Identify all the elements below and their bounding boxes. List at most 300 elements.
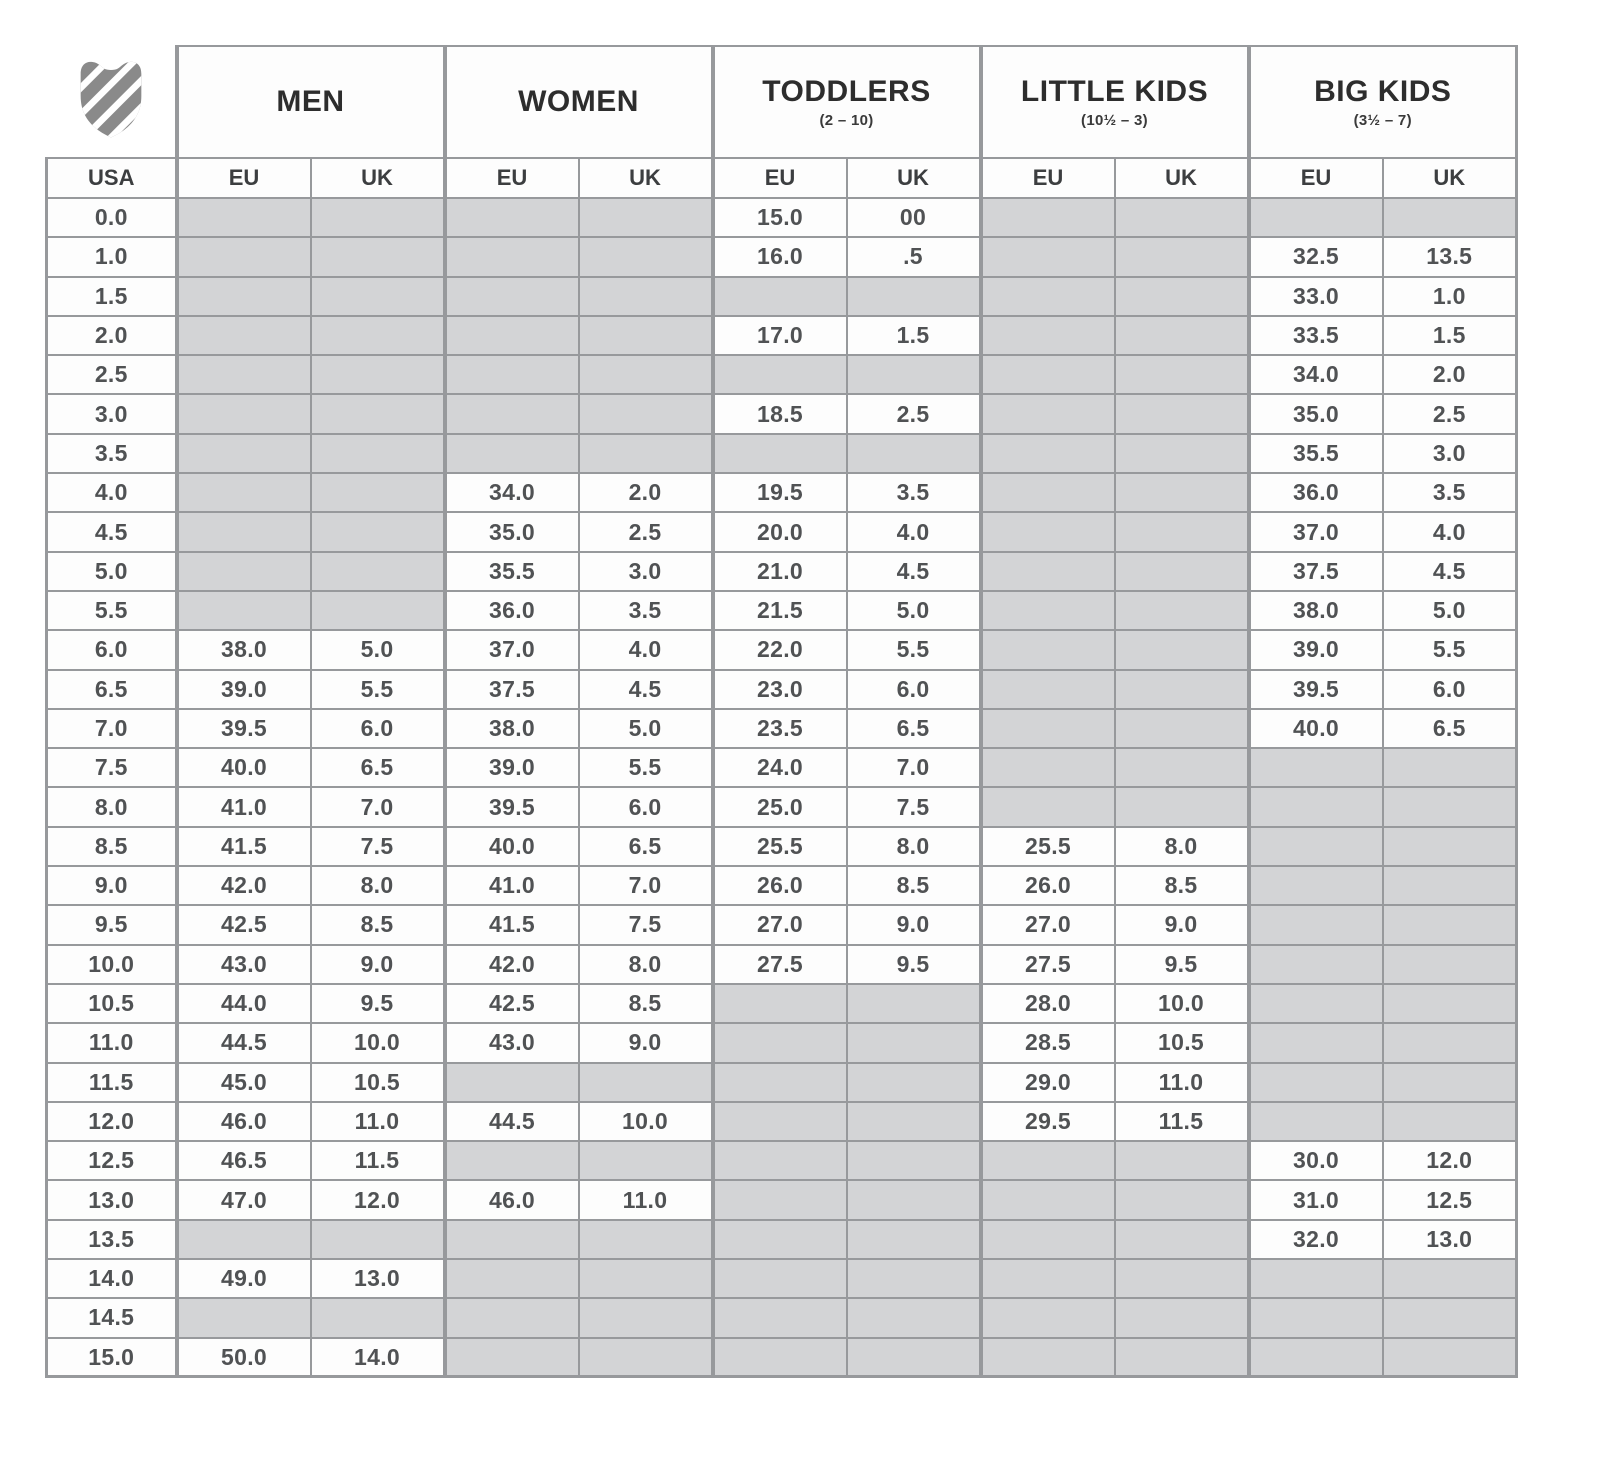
size-rows xyxy=(47,198,1517,1377)
empty-cell xyxy=(1115,1220,1249,1259)
eu-size-cell: 38.0 xyxy=(1249,591,1383,630)
eu-size-cell: 32.5 xyxy=(1249,237,1383,276)
uk-column-header: UK xyxy=(1383,158,1517,198)
uk-size-cell: 2.5 xyxy=(1383,394,1517,433)
empty-cell xyxy=(177,512,311,551)
uk-size-cell: 4.5 xyxy=(1383,552,1517,591)
uk-size-cell: 13.0 xyxy=(1383,1220,1517,1259)
empty-cell xyxy=(847,355,981,394)
eu-size-cell: 36.0 xyxy=(445,591,579,630)
empty-cell xyxy=(981,709,1115,748)
table-row xyxy=(47,198,1517,237)
uk-size-cell: 5.0 xyxy=(311,630,445,669)
eu-size-cell: 27.5 xyxy=(981,945,1115,984)
empty-cell xyxy=(1115,1141,1249,1180)
usa-size-cell: 12.5 xyxy=(47,1141,177,1180)
eu-size-cell: 39.0 xyxy=(1249,630,1383,669)
uk-size-cell: 7.0 xyxy=(847,748,981,787)
group-header-men xyxy=(177,46,445,158)
empty-cell xyxy=(311,355,445,394)
empty-cell xyxy=(445,198,579,237)
empty-cell xyxy=(1383,787,1517,826)
uk-size-cell: 8.0 xyxy=(579,945,713,984)
uk-size-cell: 5.5 xyxy=(847,630,981,669)
empty-cell xyxy=(1383,1298,1517,1337)
usa-size-cell: 11.5 xyxy=(47,1063,177,1102)
size-chart-wrap xyxy=(45,45,1518,1378)
eu-size-cell: 37.5 xyxy=(1249,552,1383,591)
eu-size-cell: 42.5 xyxy=(445,984,579,1023)
empty-cell xyxy=(1383,945,1517,984)
uk-size-cell: 11.0 xyxy=(311,1102,445,1141)
empty-cell xyxy=(713,1102,847,1141)
empty-cell xyxy=(445,394,579,433)
eu-size-cell: 40.0 xyxy=(1249,709,1383,748)
empty-cell xyxy=(1115,1338,1249,1377)
uk-size-cell: 9.0 xyxy=(579,1023,713,1062)
empty-cell xyxy=(981,591,1115,630)
eu-size-cell: 43.0 xyxy=(177,945,311,984)
empty-cell xyxy=(713,1298,847,1337)
empty-cell xyxy=(311,277,445,316)
uk-size-cell: 9.5 xyxy=(1115,945,1249,984)
eu-size-cell: 50.0 xyxy=(177,1338,311,1377)
empty-cell xyxy=(1249,787,1383,826)
uk-size-cell: 2.5 xyxy=(847,394,981,433)
group-label: MEN xyxy=(276,85,345,118)
eu-size-cell: 25.5 xyxy=(981,827,1115,866)
empty-cell xyxy=(847,1338,981,1377)
table-row xyxy=(47,1220,1517,1259)
empty-cell xyxy=(981,316,1115,355)
empty-cell xyxy=(311,473,445,512)
uk-size-cell: 6.0 xyxy=(1383,670,1517,709)
eu-size-cell: 44.0 xyxy=(177,984,311,1023)
table-row xyxy=(47,748,1517,787)
uk-column-header: UK xyxy=(311,158,445,198)
empty-cell xyxy=(579,1220,713,1259)
empty-cell xyxy=(1115,277,1249,316)
empty-cell xyxy=(579,1259,713,1298)
empty-cell xyxy=(1115,198,1249,237)
uk-size-cell: 4.0 xyxy=(579,630,713,669)
empty-cell xyxy=(311,434,445,473)
empty-cell xyxy=(177,1298,311,1337)
uk-size-cell: 11.0 xyxy=(1115,1063,1249,1102)
eu-size-cell: 40.0 xyxy=(445,827,579,866)
table-row xyxy=(47,1338,1517,1377)
eu-size-cell: 39.5 xyxy=(177,709,311,748)
empty-cell xyxy=(445,355,579,394)
eu-size-cell: 46.0 xyxy=(177,1102,311,1141)
empty-cell xyxy=(1383,905,1517,944)
usa-size-cell: 15.0 xyxy=(47,1338,177,1377)
empty-cell xyxy=(1383,198,1517,237)
empty-cell xyxy=(981,434,1115,473)
eu-size-cell: 24.0 xyxy=(713,748,847,787)
empty-cell xyxy=(1249,866,1383,905)
usa-column-header: USA xyxy=(47,158,177,198)
uk-size-cell: 5.0 xyxy=(1383,591,1517,630)
uk-size-cell: 12.5 xyxy=(1383,1180,1517,1219)
empty-cell xyxy=(1115,512,1249,551)
empty-cell xyxy=(981,1141,1115,1180)
eu-size-cell: 44.5 xyxy=(177,1023,311,1062)
usa-size-cell: 8.5 xyxy=(47,827,177,866)
eu-size-cell: 28.0 xyxy=(981,984,1115,1023)
uk-size-cell: 9.0 xyxy=(311,945,445,984)
uk-size-cell: 5.5 xyxy=(311,670,445,709)
uk-size-cell: 8.0 xyxy=(1115,827,1249,866)
uk-size-cell: 2.5 xyxy=(579,512,713,551)
empty-cell xyxy=(981,670,1115,709)
eu-size-cell: 36.0 xyxy=(1249,473,1383,512)
eu-size-cell: 22.0 xyxy=(713,630,847,669)
empty-cell xyxy=(445,316,579,355)
uk-size-cell: 8.5 xyxy=(1115,866,1249,905)
usa-size-cell: 1.5 xyxy=(47,277,177,316)
empty-cell xyxy=(311,394,445,433)
uk-size-cell: 3.0 xyxy=(579,552,713,591)
usa-size-cell: 4.0 xyxy=(47,473,177,512)
empty-cell xyxy=(311,1220,445,1259)
usa-size-cell: 10.5 xyxy=(47,984,177,1023)
empty-cell xyxy=(177,1220,311,1259)
eu-size-cell: 49.0 xyxy=(177,1259,311,1298)
empty-cell xyxy=(1115,591,1249,630)
eu-size-cell: 41.5 xyxy=(177,827,311,866)
usa-size-cell: 14.5 xyxy=(47,1298,177,1337)
empty-cell xyxy=(1115,709,1249,748)
group-header-toddlers xyxy=(713,46,981,158)
empty-cell xyxy=(847,434,981,473)
eu-size-cell: 23.5 xyxy=(713,709,847,748)
usa-size-cell: 6.0 xyxy=(47,630,177,669)
empty-cell xyxy=(1249,945,1383,984)
table-row xyxy=(47,237,1517,276)
empty-cell xyxy=(1249,1259,1383,1298)
table-row xyxy=(47,591,1517,630)
eu-size-cell: 27.0 xyxy=(981,905,1115,944)
empty-cell xyxy=(177,394,311,433)
eu-size-cell: 38.0 xyxy=(177,630,311,669)
empty-cell xyxy=(1383,827,1517,866)
empty-cell xyxy=(981,473,1115,512)
eu-size-cell: 33.5 xyxy=(1249,316,1383,355)
table-row xyxy=(47,1259,1517,1298)
eu-column-header: EU xyxy=(981,158,1115,198)
uk-size-cell: 10.0 xyxy=(311,1023,445,1062)
empty-cell xyxy=(847,1180,981,1219)
usa-size-cell: 13.0 xyxy=(47,1180,177,1219)
empty-cell xyxy=(1383,1023,1517,1062)
uk-size-cell: 4.0 xyxy=(847,512,981,551)
eu-size-cell: 25.5 xyxy=(713,827,847,866)
table-row xyxy=(47,1180,1517,1219)
eu-size-cell: 23.0 xyxy=(713,670,847,709)
eu-size-cell: 37.5 xyxy=(445,670,579,709)
empty-cell xyxy=(847,1141,981,1180)
usa-size-cell: 7.0 xyxy=(47,709,177,748)
uk-column-header: UK xyxy=(847,158,981,198)
group-label: LITTLE KIDS xyxy=(1020,75,1209,108)
usa-size-cell: 14.0 xyxy=(47,1259,177,1298)
uk-column-header: UK xyxy=(579,158,713,198)
usa-size-cell: 0.0 xyxy=(47,198,177,237)
empty-cell xyxy=(1249,1063,1383,1102)
table-row xyxy=(47,866,1517,905)
empty-cell xyxy=(713,1220,847,1259)
eu-size-cell: 30.0 xyxy=(1249,1141,1383,1180)
uk-size-cell: 4.5 xyxy=(847,552,981,591)
empty-cell xyxy=(445,434,579,473)
table-row xyxy=(47,1141,1517,1180)
eu-size-cell: 16.0 xyxy=(713,237,847,276)
usa-size-cell: 1.0 xyxy=(47,237,177,276)
uk-column-header: UK xyxy=(1115,158,1249,198)
empty-cell xyxy=(981,1220,1115,1259)
empty-cell xyxy=(579,355,713,394)
sub-header-row xyxy=(47,158,1517,198)
empty-cell xyxy=(1383,1063,1517,1102)
empty-cell xyxy=(311,198,445,237)
eu-column-header: EU xyxy=(177,158,311,198)
empty-cell xyxy=(1115,787,1249,826)
empty-cell xyxy=(445,277,579,316)
group-header-little-kids xyxy=(981,46,1249,158)
empty-cell xyxy=(1115,630,1249,669)
empty-cell xyxy=(177,237,311,276)
uk-size-cell: .5 xyxy=(847,237,981,276)
table-row xyxy=(47,434,1517,473)
group-header-big-kids xyxy=(1249,46,1517,158)
table-row xyxy=(47,827,1517,866)
empty-cell xyxy=(847,1298,981,1337)
brand-logo-cell xyxy=(47,46,177,158)
empty-cell xyxy=(177,198,311,237)
empty-cell xyxy=(1115,552,1249,591)
empty-cell xyxy=(1249,1023,1383,1062)
group-label: TODDLERS xyxy=(762,75,931,108)
eu-size-cell: 39.5 xyxy=(445,787,579,826)
eu-size-cell: 46.0 xyxy=(445,1180,579,1219)
table-row xyxy=(47,473,1517,512)
uk-size-cell: 6.5 xyxy=(1383,709,1517,748)
empty-cell xyxy=(1249,984,1383,1023)
usa-size-cell: 2.5 xyxy=(47,355,177,394)
eu-size-cell: 35.5 xyxy=(1249,434,1383,473)
uk-size-cell: 5.0 xyxy=(579,709,713,748)
empty-cell xyxy=(311,237,445,276)
usa-size-cell: 12.0 xyxy=(47,1102,177,1141)
eu-size-cell: 35.5 xyxy=(445,552,579,591)
empty-cell xyxy=(1115,237,1249,276)
usa-size-cell: 5.0 xyxy=(47,552,177,591)
empty-cell xyxy=(177,434,311,473)
eu-size-cell: 41.5 xyxy=(445,905,579,944)
table-row xyxy=(47,355,1517,394)
empty-cell xyxy=(713,355,847,394)
empty-cell xyxy=(1115,316,1249,355)
uk-size-cell: 8.5 xyxy=(847,866,981,905)
uk-size-cell: 11.5 xyxy=(1115,1102,1249,1141)
table-row xyxy=(47,552,1517,591)
eu-size-cell: 21.5 xyxy=(713,591,847,630)
uk-size-cell: 6.0 xyxy=(579,787,713,826)
uk-size-cell: 9.0 xyxy=(1115,905,1249,944)
uk-size-cell: 10.0 xyxy=(1115,984,1249,1023)
group-subtitle: (10½ – 3) xyxy=(1081,112,1148,129)
usa-size-cell: 2.0 xyxy=(47,316,177,355)
uk-size-cell: 4.0 xyxy=(1383,512,1517,551)
eu-size-cell: 19.5 xyxy=(713,473,847,512)
empty-cell xyxy=(311,316,445,355)
table-row xyxy=(47,1298,1517,1337)
uk-size-cell: 8.5 xyxy=(311,905,445,944)
uk-size-cell: 12.0 xyxy=(1383,1141,1517,1180)
empty-cell xyxy=(1383,866,1517,905)
usa-size-cell: 7.5 xyxy=(47,748,177,787)
size-conversion-table xyxy=(45,45,1518,1378)
eu-size-cell: 34.0 xyxy=(1249,355,1383,394)
empty-cell xyxy=(1249,748,1383,787)
empty-cell xyxy=(177,355,311,394)
eu-size-cell: 44.5 xyxy=(445,1102,579,1141)
empty-cell xyxy=(981,1298,1115,1337)
eu-size-cell: 38.0 xyxy=(445,709,579,748)
uk-size-cell: 1.0 xyxy=(1383,277,1517,316)
empty-cell xyxy=(579,1063,713,1102)
empty-cell xyxy=(1383,1338,1517,1377)
empty-cell xyxy=(445,237,579,276)
eu-size-cell: 42.0 xyxy=(177,866,311,905)
eu-size-cell: 26.0 xyxy=(981,866,1115,905)
empty-cell xyxy=(1115,355,1249,394)
group-subtitle: (3½ – 7) xyxy=(1353,112,1412,129)
uk-size-cell: 8.0 xyxy=(847,827,981,866)
usa-size-cell: 3.0 xyxy=(47,394,177,433)
empty-cell xyxy=(981,1180,1115,1219)
empty-cell xyxy=(847,1023,981,1062)
usa-size-cell: 4.5 xyxy=(47,512,177,551)
eu-size-cell: 25.0 xyxy=(713,787,847,826)
empty-cell xyxy=(1249,1102,1383,1141)
empty-cell xyxy=(847,1063,981,1102)
empty-cell xyxy=(311,1298,445,1337)
eu-size-cell: 32.0 xyxy=(1249,1220,1383,1259)
eu-size-cell: 33.0 xyxy=(1249,277,1383,316)
uk-size-cell: 14.0 xyxy=(311,1338,445,1377)
empty-cell xyxy=(1249,905,1383,944)
uk-size-cell: 5.0 xyxy=(847,591,981,630)
table-row xyxy=(47,709,1517,748)
empty-cell xyxy=(579,1338,713,1377)
empty-cell xyxy=(311,591,445,630)
empty-cell xyxy=(981,1259,1115,1298)
uk-size-cell: 00 xyxy=(847,198,981,237)
usa-size-cell: 9.5 xyxy=(47,905,177,944)
uk-size-cell: 9.5 xyxy=(311,984,445,1023)
empty-cell xyxy=(713,1141,847,1180)
uk-size-cell: 8.0 xyxy=(311,866,445,905)
uk-size-cell: 6.0 xyxy=(311,709,445,748)
usa-size-cell: 5.5 xyxy=(47,591,177,630)
empty-cell xyxy=(1249,1298,1383,1337)
empty-cell xyxy=(713,1180,847,1219)
eu-size-cell: 46.5 xyxy=(177,1141,311,1180)
empty-cell xyxy=(1115,1180,1249,1219)
empty-cell xyxy=(981,552,1115,591)
eu-size-cell: 37.0 xyxy=(445,630,579,669)
empty-cell xyxy=(981,1338,1115,1377)
table-row xyxy=(47,316,1517,355)
eu-size-cell: 35.0 xyxy=(1249,394,1383,433)
uk-size-cell: 1.5 xyxy=(847,316,981,355)
uk-size-cell: 2.0 xyxy=(579,473,713,512)
table-row xyxy=(47,905,1517,944)
empty-cell xyxy=(713,1338,847,1377)
usa-size-cell: 9.0 xyxy=(47,866,177,905)
group-label: WOMEN xyxy=(518,85,639,118)
empty-cell xyxy=(579,237,713,276)
empty-cell xyxy=(713,984,847,1023)
empty-cell xyxy=(713,277,847,316)
uk-size-cell: 5.5 xyxy=(1383,630,1517,669)
empty-cell xyxy=(445,1298,579,1337)
eu-size-cell: 45.0 xyxy=(177,1063,311,1102)
eu-size-cell: 43.0 xyxy=(445,1023,579,1062)
usa-size-cell: 8.0 xyxy=(47,787,177,826)
eu-size-cell: 34.0 xyxy=(445,473,579,512)
eu-size-cell: 21.0 xyxy=(713,552,847,591)
eu-size-cell: 39.0 xyxy=(445,748,579,787)
eu-size-cell: 18.5 xyxy=(713,394,847,433)
empty-cell xyxy=(579,394,713,433)
usa-size-cell: 6.5 xyxy=(47,670,177,709)
empty-cell xyxy=(1383,984,1517,1023)
empty-cell xyxy=(445,1338,579,1377)
table-row xyxy=(47,670,1517,709)
eu-size-cell: 27.0 xyxy=(713,905,847,944)
uk-size-cell: 13.0 xyxy=(311,1259,445,1298)
table-row xyxy=(47,512,1517,551)
eu-size-cell: 41.0 xyxy=(445,866,579,905)
uk-size-cell: 11.0 xyxy=(579,1180,713,1219)
uk-size-cell: 8.5 xyxy=(579,984,713,1023)
eu-size-cell: 27.5 xyxy=(713,945,847,984)
uk-size-cell: 3.5 xyxy=(579,591,713,630)
empty-cell xyxy=(177,316,311,355)
uk-size-cell: 6.5 xyxy=(847,709,981,748)
uk-size-cell: 10.5 xyxy=(311,1063,445,1102)
empty-cell xyxy=(579,1141,713,1180)
eu-size-cell: 41.0 xyxy=(177,787,311,826)
empty-cell xyxy=(1383,1259,1517,1298)
uk-size-cell: 1.5 xyxy=(1383,316,1517,355)
empty-cell xyxy=(981,198,1115,237)
uk-size-cell: 5.5 xyxy=(579,748,713,787)
empty-cell xyxy=(311,552,445,591)
table-row xyxy=(47,394,1517,433)
eu-size-cell: 26.0 xyxy=(713,866,847,905)
empty-cell xyxy=(847,277,981,316)
eu-size-cell: 17.0 xyxy=(713,316,847,355)
eu-size-cell: 39.5 xyxy=(1249,670,1383,709)
table-row xyxy=(47,630,1517,669)
empty-cell xyxy=(1115,434,1249,473)
empty-cell xyxy=(981,355,1115,394)
kswiss-shield-icon xyxy=(74,56,148,142)
